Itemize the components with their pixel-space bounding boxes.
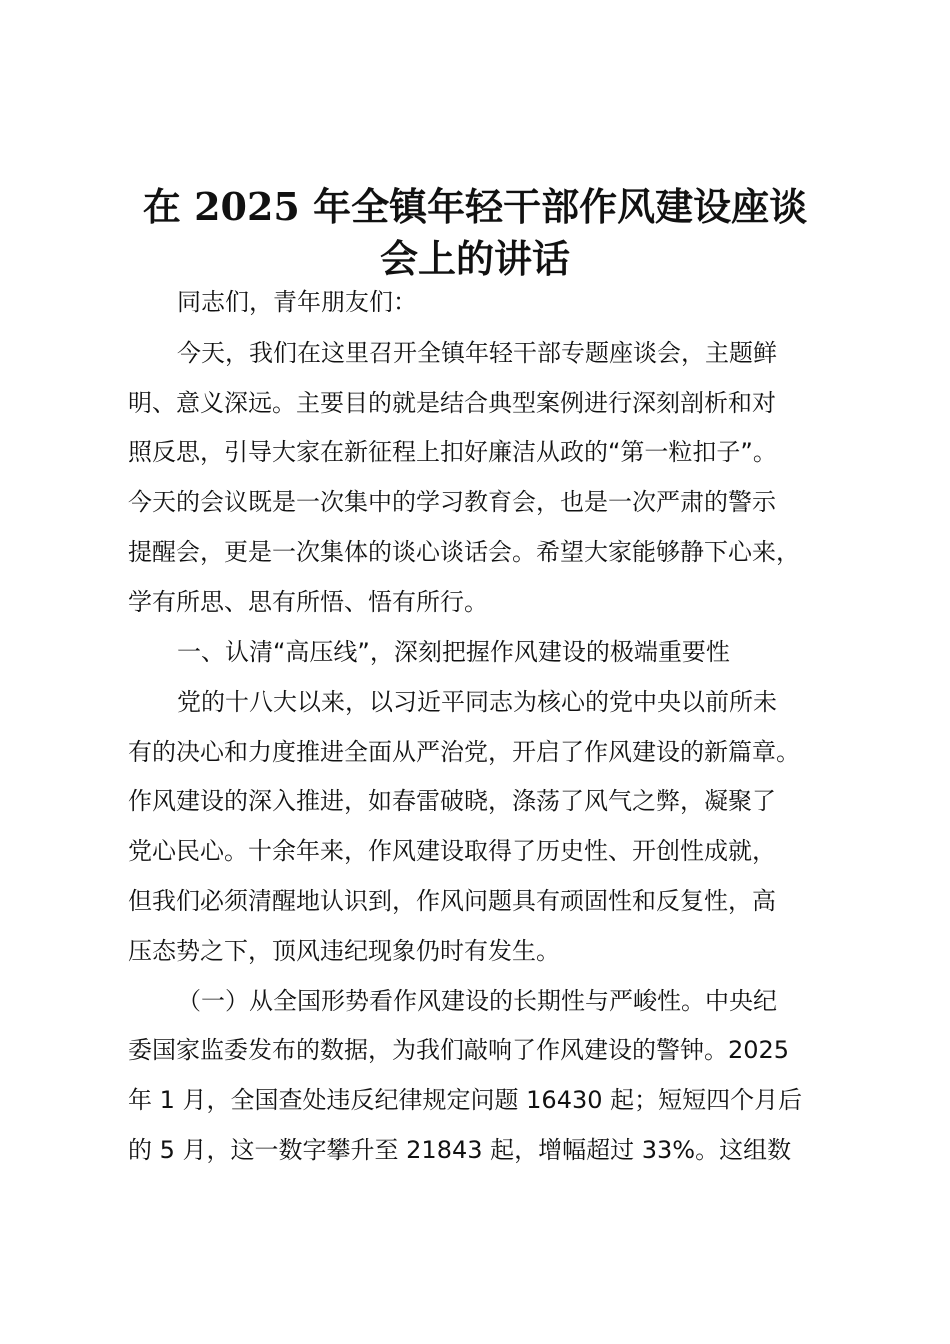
paragraph-line: 今天，我们在这里召开全镇年轻干部专题座谈会，主题鲜 [177,339,777,367]
paragraph-line: 党的十八大以来，以习近平同志为核心的党中央以前所未 [177,688,777,716]
paragraph-line: 明、意义深远。主要目的就是结合典型案例进行深刻剖析和对 [128,389,776,417]
paragraph-line: 作风建设的深入推进，如春雷破晓，涤荡了风气之弊，凝聚了 [128,787,776,815]
paragraph-line: 委国家监委发布的数据，为我们敲响了作风建设的警钟。2025 [128,1036,790,1064]
paragraph-line: 但我们必须清醒地认识到，作风问题具有顽固性和反复性，高 [128,887,776,915]
paragraph-line: 提醒会，更是一次集体的谈心谈话会。希望大家能够静下心来， [128,538,800,566]
paragraph-line: 有的决心和力度推进全面从严治党，开启了作风建设的新篇章。 [128,738,800,766]
paragraph-line: 照反思，引导大家在新征程上扣好廉洁从政的“第一粒扣子”。 [128,438,777,466]
paragraph-line: 年 1 月，全国查处违反纪律规定问题 16430 起；短短四个月后 [128,1086,803,1114]
paragraph-line: 压态势之下，顶风违纪现象仍时有发生。 [128,937,560,965]
subsection-heading: （一）从全国形势看作风建设的长期性与严峻性。中央纪 [177,987,777,1015]
paragraph-line: 的 5 月，这一数字攀升至 21843 起，增幅超过 33%。这组数 [128,1136,792,1164]
document-title-line-2: 会上的讲话 [379,236,570,281]
document-title-line-1: 在 2025 年全镇年轻干部作风建设座谈 [142,184,808,229]
salutation: 同志们，青年朋友们： [177,288,417,316]
paragraph-line: 学有所思、思有所悟、悟有所行。 [128,588,488,616]
paragraph-line: 今天的会议既是一次集中的学习教育会，也是一次严肃的警示 [128,488,776,516]
paragraph-line: 党心民心。十余年来，作风建设取得了历史性、开创性成就， [128,837,776,865]
section-heading: 一、认清“高压线”，深刻把握作风建设的极端重要性 [177,638,730,666]
